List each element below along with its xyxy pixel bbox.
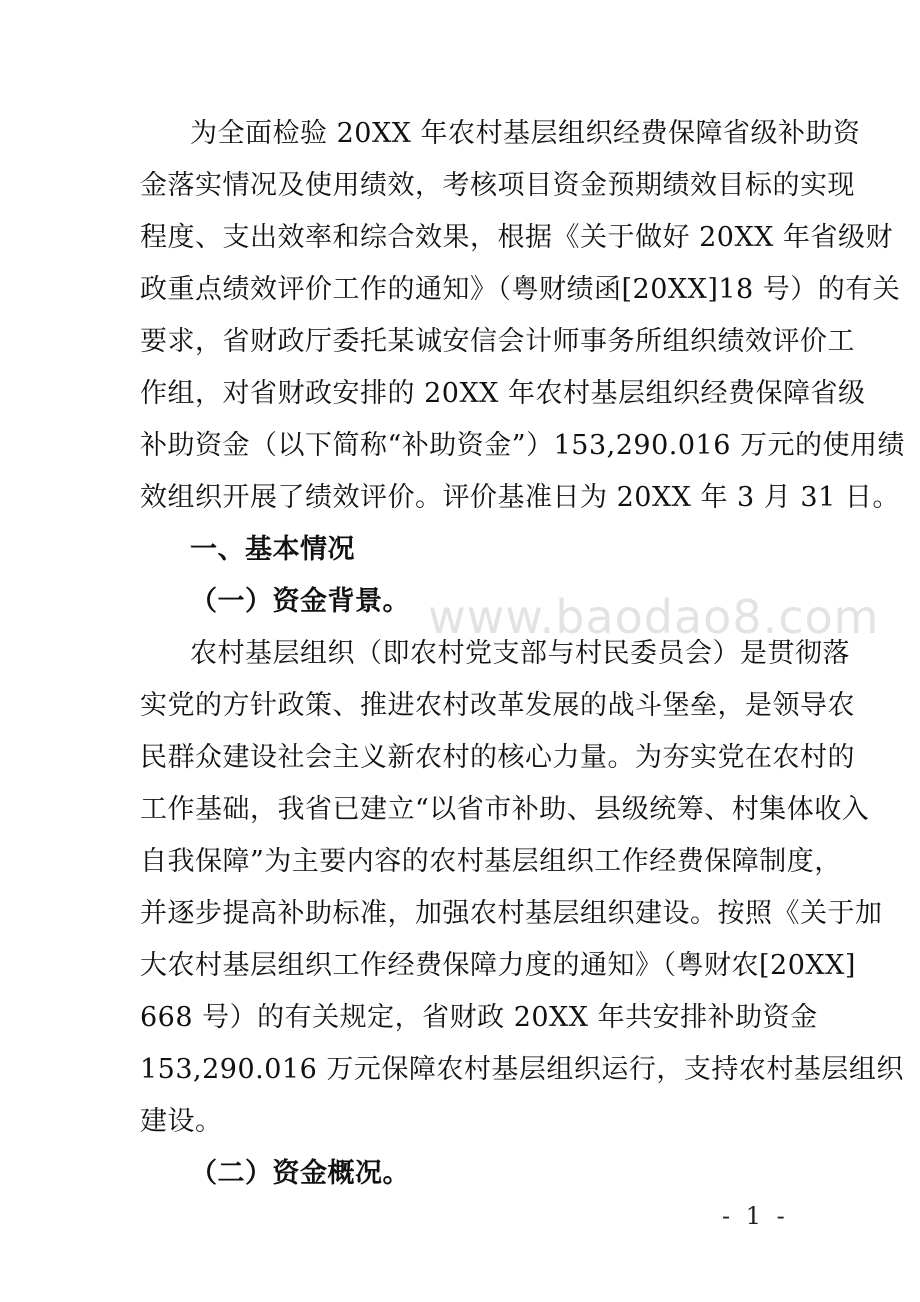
watermark: www.baodao8.com (428, 590, 880, 644)
paragraph-2-line-1: 农村基层组织（即农村党支部与村民委员会）是贯彻落 (190, 638, 850, 669)
paragraph-1-line-2: 金落实情况及使用绩效，考核项目资金预期绩效目标的实现 (140, 170, 855, 201)
paragraph-2-line-10: 建设。 (140, 1106, 223, 1137)
paragraph-1-line-7: 补助资金（以下简称“补助资金”）153,290.016 万元的使用绩 (140, 430, 905, 461)
paragraph-1-line-3: 程度、支出效率和综合效果，根据《关于做好 20XX 年省级财 (140, 222, 893, 253)
paragraph-2-line-3: 民群众建设社会主义新农村的核心力量。为夯实党在农村的 (140, 742, 855, 773)
paragraph-2-line-6: 并逐步提高补助标准，加强农村基层组织建设。按照《关于加 (140, 898, 883, 929)
paragraph-1-line-5: 要求，省财政厅委托某诚安信会计师事务所组织绩效评价工 (140, 326, 855, 357)
page-number: - 1 - (722, 1202, 789, 1230)
paragraph-1-line-8: 效组织开展了绩效评价。评价基准日为 20XX 年 3 月 31 日。 (140, 482, 900, 513)
paragraph-1-line-1: 为全面检验 20XX 年农村基层组织经费保障省级补助资 (190, 118, 861, 149)
paragraph-2-line-9: 153,290.016 万元保障农村基层组织运行，支持农村基层组织 (140, 1054, 904, 1085)
paragraph-2-line-7: 大农村基层组织工作经费保障力度的通知》（粤财农[20XX] (140, 950, 856, 981)
section-heading-basic-info: 一、基本情况 (190, 534, 355, 565)
subsection-heading-background: （一）资金背景。 (190, 586, 410, 617)
paragraph-2-line-2: 实党的方针政策、推进农村改革发展的战斗堡垒，是领导农 (140, 690, 855, 721)
paragraph-2-line-8: 668 号）的有关规定，省财政 20XX 年共安排补助资金 (140, 1002, 818, 1033)
paragraph-2-line-4: 工作基础，我省已建立“以省市补助、县级统筹、村集体收入 (140, 794, 870, 825)
subsection-heading-overview: （二）资金概况。 (190, 1158, 410, 1189)
paragraph-1-line-4: 政重点绩效评价工作的通知》（粤财绩函[20XX]18 号）的有关 (140, 274, 901, 305)
paragraph-2-line-5: 自我保障”为主要内容的农村基层组织工作经费保障制度， (140, 846, 842, 877)
paragraph-1-line-6: 作组，对省财政安排的 20XX 年农村基层组织经费保障省级 (140, 378, 866, 409)
